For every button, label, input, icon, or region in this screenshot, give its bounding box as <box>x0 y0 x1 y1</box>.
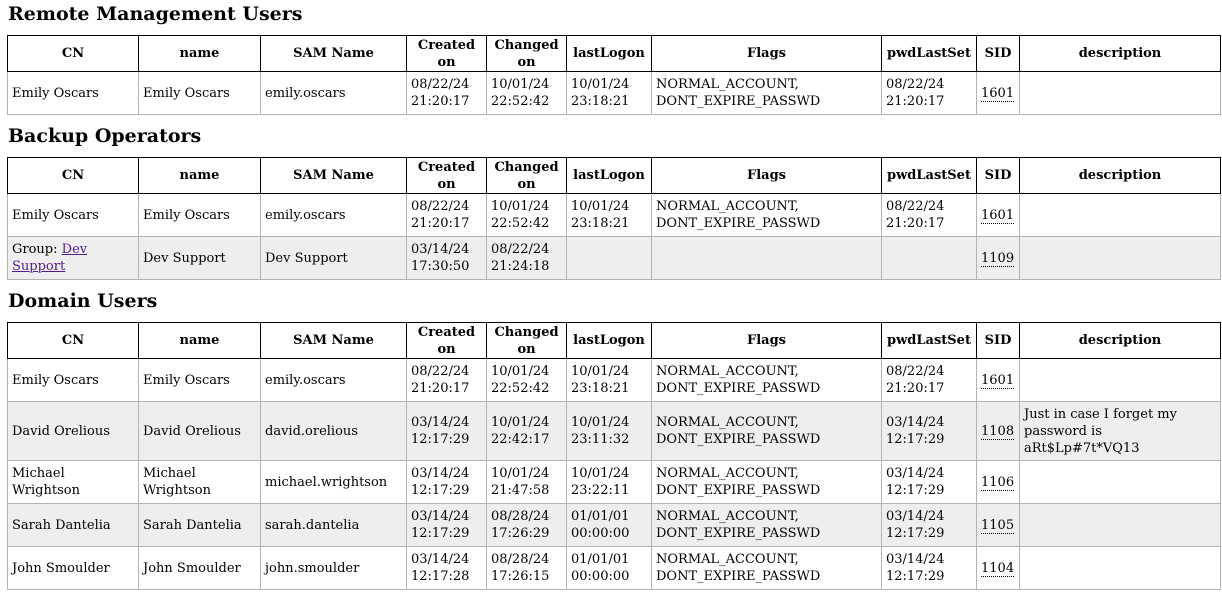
group-link-dev-support[interactable]: Dev Support <box>12 242 88 274</box>
col-header-sam-name[interactable]: SAM Name <box>261 158 407 194</box>
cell-sid <box>977 72 1020 115</box>
col-header-lastlogon[interactable]: lastLogon <box>567 36 652 72</box>
cell-lastlogon: 10/01/24 23:18:21 <box>567 359 652 402</box>
col-header-cn[interactable]: CN <box>8 158 139 194</box>
backup-operators-table <box>7 157 1221 280</box>
cell-pwdlastset: 03/14/24 12:17:29 <box>882 504 977 547</box>
cell-lastlogon <box>567 237 652 280</box>
cell-pwdlastset: 08/22/24 21:20:17 <box>882 359 977 402</box>
cell-cn: David Orelious <box>8 402 139 461</box>
cell-flags: NORMAL_ACCOUNT, DONT_EXPIRE_PASSWD <box>652 547 882 590</box>
cell-pwdlastset: 08/22/24 21:20:17 <box>882 72 977 115</box>
cell-changed-on: 10/01/24 22:52:42 <box>487 359 567 402</box>
sid-value[interactable]: 1105 <box>981 517 1015 533</box>
table-row <box>8 547 1221 590</box>
col-header-sid[interactable]: SID <box>977 36 1020 72</box>
col-header-sid[interactable]: SID <box>977 323 1020 359</box>
cell-flags: NORMAL_ACCOUNT, DONT_EXPIRE_PASSWD <box>652 194 882 237</box>
cell-sid <box>977 547 1020 590</box>
cell-changed-on: 10/01/24 22:52:42 <box>487 194 567 237</box>
col-header-name[interactable]: name <box>139 323 261 359</box>
cell-sam-name: john.smoulder <box>261 547 407 590</box>
col-header-sam-name[interactable]: SAM Name <box>261 36 407 72</box>
cell-created-on: 08/22/24 21:20:17 <box>407 359 487 402</box>
table-row <box>8 461 1221 504</box>
col-header-pwdlastset[interactable]: pwdLastSet <box>882 323 977 359</box>
section-title-backup-operators: Backup Operators <box>8 125 202 147</box>
table-row <box>8 237 1221 280</box>
cell-cn: Emily Oscars <box>8 359 139 402</box>
cell-changed-on: 10/01/24 22:42:17 <box>487 402 567 461</box>
cell-flags: NORMAL_ACCOUNT, DONT_EXPIRE_PASSWD <box>652 461 882 504</box>
col-header-description[interactable]: description <box>1020 36 1221 72</box>
table-header-row <box>8 323 1221 359</box>
cell-pwdlastset: 08/22/24 21:20:17 <box>882 194 977 237</box>
cell-flags: NORMAL_ACCOUNT, DONT_EXPIRE_PASSWD <box>652 402 882 461</box>
cell-cn: Emily Oscars <box>8 194 139 237</box>
cell-name: Emily Oscars <box>139 72 261 115</box>
cell-cn: Sarah Dantelia <box>8 504 139 547</box>
col-header-cn[interactable]: CN <box>8 323 139 359</box>
cell-changed-on: 10/01/24 22:52:42 <box>487 72 567 115</box>
col-header-flags[interactable]: Flags <box>652 158 882 194</box>
table-row <box>8 194 1221 237</box>
col-header-changed-on[interactable]: Changed on <box>487 158 567 194</box>
col-header-pwdlastset[interactable]: pwdLastSet <box>882 158 977 194</box>
remote-management-users-table <box>7 35 1221 115</box>
cell-name: John Smoulder <box>139 547 261 590</box>
cell-sam-name: sarah.dantelia <box>261 504 407 547</box>
cell-description <box>1020 72 1221 115</box>
cell-sid <box>977 194 1020 237</box>
col-header-pwdlastset[interactable]: pwdLastSet <box>882 36 977 72</box>
cell-sam-name: emily.oscars <box>261 359 407 402</box>
cell-name: Emily Oscars <box>139 194 261 237</box>
col-header-created-on[interactable]: Created on <box>407 158 487 194</box>
cell-sam-name: michael.wrightson <box>261 461 407 504</box>
cell-description <box>1020 504 1221 547</box>
cell-description <box>1020 359 1221 402</box>
sid-value[interactable]: 1106 <box>981 474 1015 490</box>
cell-pwdlastset <box>882 237 977 280</box>
cell-sid <box>977 504 1020 547</box>
col-header-changed-on[interactable]: Changed on <box>487 323 567 359</box>
cell-name: Sarah Dantelia <box>139 504 261 547</box>
col-header-created-on[interactable]: Created on <box>407 323 487 359</box>
col-header-cn[interactable]: CN <box>8 36 139 72</box>
cell-lastlogon: 01/01/01 00:00:00 <box>567 504 652 547</box>
cell-cn: Michael Wrightson <box>8 461 139 504</box>
cell-sid <box>977 237 1020 280</box>
sid-value[interactable]: 1108 <box>981 423 1015 439</box>
cell-pwdlastset: 03/14/24 12:17:29 <box>882 461 977 504</box>
cell-lastlogon: 10/01/24 23:18:21 <box>567 194 652 237</box>
col-header-description[interactable]: description <box>1020 158 1221 194</box>
cell-name: Emily Oscars <box>139 359 261 402</box>
sid-value[interactable]: 1601 <box>981 85 1015 101</box>
table-row <box>8 402 1221 461</box>
cell-sid <box>977 359 1020 402</box>
sid-value[interactable]: 1601 <box>981 372 1015 388</box>
cell-sam-name: Dev Support <box>261 237 407 280</box>
col-header-flags[interactable]: Flags <box>652 323 882 359</box>
col-header-name[interactable]: name <box>139 36 261 72</box>
section-title-domain-users: Domain Users <box>8 290 158 312</box>
table-header-row <box>8 158 1221 194</box>
cell-flags: NORMAL_ACCOUNT, DONT_EXPIRE_PASSWD <box>652 72 882 115</box>
cell-name: David Orelious <box>139 402 261 461</box>
cell-changed-on: 08/22/24 21:24:18 <box>487 237 567 280</box>
cell-changed-on: 10/01/24 21:47:58 <box>487 461 567 504</box>
cell-lastlogon: 10/01/24 23:11:32 <box>567 402 652 461</box>
cell-pwdlastset: 03/14/24 12:17:29 <box>882 402 977 461</box>
cell-created-on: 03/14/24 12:17:29 <box>407 402 487 461</box>
cell-created-on: 03/14/24 12:17:28 <box>407 547 487 590</box>
col-header-lastlogon[interactable]: lastLogon <box>567 323 652 359</box>
cell-created-on: 08/22/24 21:20:17 <box>407 72 487 115</box>
cell-name: Michael Wrightson <box>139 461 261 504</box>
cell-name: Dev Support <box>139 237 261 280</box>
col-header-name[interactable]: name <box>139 158 261 194</box>
cell-cn: Group: Dev Support <box>8 237 139 280</box>
col-header-description[interactable]: description <box>1020 323 1221 359</box>
col-header-sam-name[interactable]: SAM Name <box>261 323 407 359</box>
cell-description <box>1020 237 1221 280</box>
table-row <box>8 504 1221 547</box>
cell-description <box>1020 194 1221 237</box>
section-title-remote-management-users: Remote Management Users <box>8 3 303 25</box>
col-header-created-on[interactable]: Created on <box>407 36 487 72</box>
table-row <box>8 72 1221 115</box>
cell-changed-on: 08/28/24 17:26:29 <box>487 504 567 547</box>
cell-cn: John Smoulder <box>8 547 139 590</box>
cell-cn: Emily Oscars <box>8 72 139 115</box>
col-header-flags[interactable]: Flags <box>652 36 882 72</box>
domain-users-table <box>7 322 1221 590</box>
cell-created-on: 03/14/24 12:17:29 <box>407 504 487 547</box>
cell-lastlogon: 10/01/24 23:22:11 <box>567 461 652 504</box>
cell-created-on: 03/14/24 12:17:29 <box>407 461 487 504</box>
cell-description <box>1020 547 1221 590</box>
col-header-sid[interactable]: SID <box>977 158 1020 194</box>
cell-sam-name: emily.oscars <box>261 194 407 237</box>
cell-sam-name: emily.oscars <box>261 72 407 115</box>
cell-created-on: 08/22/24 21:20:17 <box>407 194 487 237</box>
table-row <box>8 359 1221 402</box>
cell-description: Just in case I forget my password is aRt$Lp#7t*VQ13 <box>1020 402 1221 461</box>
cell-sam-name: david.orelious <box>261 402 407 461</box>
cell-lastlogon: 01/01/01 00:00:00 <box>567 547 652 590</box>
sid-value[interactable]: 1601 <box>981 207 1015 223</box>
cell-description <box>1020 461 1221 504</box>
cell-flags: NORMAL_ACCOUNT, DONT_EXPIRE_PASSWD <box>652 359 882 402</box>
cell-pwdlastset: 03/14/24 12:17:29 <box>882 547 977 590</box>
table-header-row <box>8 36 1221 72</box>
sid-value[interactable]: 1109 <box>981 250 1015 266</box>
cell-sid <box>977 402 1020 461</box>
col-header-lastlogon[interactable]: lastLogon <box>567 158 652 194</box>
sid-value[interactable]: 1104 <box>981 560 1015 576</box>
cell-created-on: 03/14/24 17:30:50 <box>407 237 487 280</box>
cell-flags: NORMAL_ACCOUNT, DONT_EXPIRE_PASSWD <box>652 504 882 547</box>
cell-sid <box>977 461 1020 504</box>
cell-lastlogon: 10/01/24 23:18:21 <box>567 72 652 115</box>
cell-flags <box>652 237 882 280</box>
col-header-changed-on[interactable]: Changed on <box>487 36 567 72</box>
cell-changed-on: 08/28/24 17:26:15 <box>487 547 567 590</box>
